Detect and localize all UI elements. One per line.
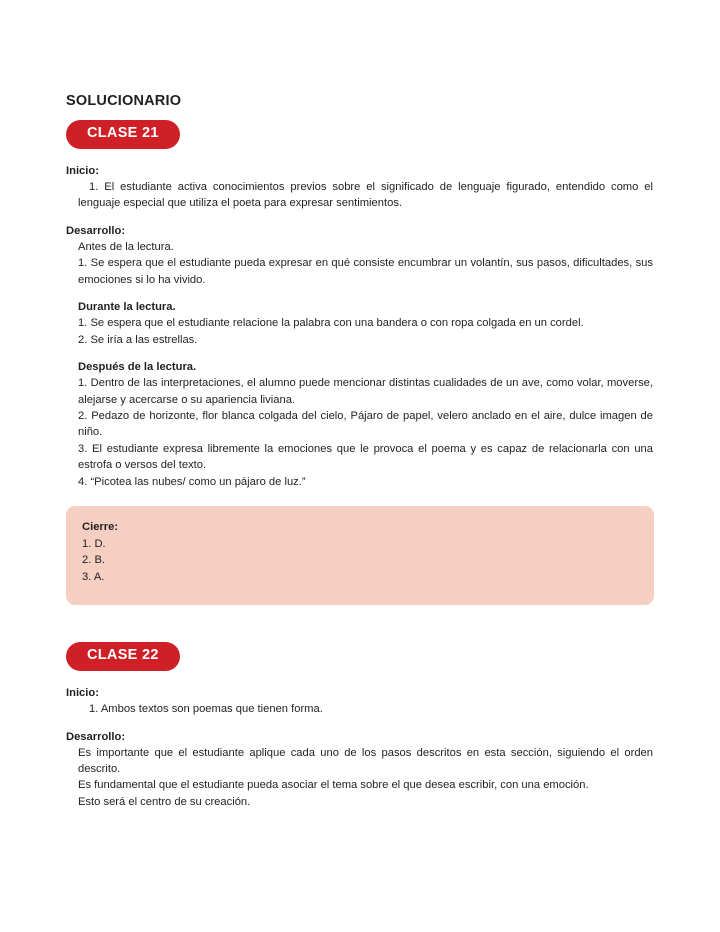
list-item: 1. El estudiante activa conocimientos previos sobre el significado de lenguaje figurado, entendido como el lenguaje especial que utiliza el poeta para expresar sentimientos.	[78, 181, 653, 210]
class21-inicio-section	[66, 163, 653, 212]
class-badge-22[interactable]: CLASE 22	[66, 642, 180, 671]
cierre-answer-box	[66, 506, 654, 605]
desarrollo-label-21: Desarrollo:	[66, 224, 126, 237]
list-item: 1. Se espera que el estudiante relacione la palabra con una bandera o con ropa colgada en un cordel.	[78, 317, 584, 330]
class22-desarrollo-items	[66, 745, 653, 810]
list-item: Esto será el centro de su creación.	[78, 795, 251, 808]
list-item: Es importante que el estudiante aplique cada uno de los pasos descritos en esta sección, siguiendo el orden descrito.	[78, 746, 653, 776]
spacer	[66, 212, 653, 223]
durante-la-lectura-group	[66, 299, 653, 348]
list-item: 4. “Picotea las nubes/ como un pájaro de luz.”	[78, 475, 306, 488]
spacer	[66, 718, 653, 729]
list-item: Es fundamental que el estudiante pueda asociar el tema sobre el que desea escribir, con una emoción.	[78, 779, 589, 792]
class22-inicio-items	[66, 701, 653, 717]
sub-heading-antes: Antes de la lectura.	[78, 241, 174, 254]
spacer	[66, 605, 653, 642]
spacer	[66, 348, 653, 359]
despues-de-la-lectura-group	[66, 359, 653, 490]
list-item: 2. B.	[82, 554, 106, 567]
class21-desarrollo-section	[66, 223, 653, 490]
class-21-badge-row	[66, 120, 653, 149]
list-item: 2. Pedazo de horizonte, flor blanca colgada del cielo, Pájaro de papel, velero anclado en el aire, dulce imagen de niño.	[78, 410, 653, 439]
list-item: 3. El estudiante expresa libremente la emociones que le provoca el poema y es capaz de relacionarla con una estrofa o versos del texto.	[78, 442, 653, 472]
class-22-badge-row	[66, 642, 653, 671]
list-item: 1. Dentro de las interpretaciones, el alumno puede mencionar distintas cualidades de un ave, como volar, moverse, alejarse y acercarse o su apariencia liviana.	[78, 377, 653, 406]
class22-inicio-section	[66, 685, 653, 718]
list-item: 1. Ambos textos son poemas que tienen forma.	[89, 703, 323, 716]
list-item: 1. Se espera que el estudiante pueda expresar en qué consiste encumbrar un volantín, sus pasos, dificultades, sus emociones si lo ha vivido.	[78, 257, 653, 286]
sub-heading-durante: Durante la lectura.	[78, 301, 176, 314]
antes-de-la-lectura-group	[66, 239, 653, 288]
inicio-label-21: Inicio:	[66, 164, 99, 177]
list-item: 3. A.	[82, 571, 105, 584]
class21-inicio-items	[66, 179, 653, 212]
desarrollo-label-22: Desarrollo:	[66, 730, 126, 743]
list-item: 1. D.	[82, 537, 106, 550]
class22-desarrollo-section	[66, 729, 653, 811]
sub-heading-despues: Después de la lectura.	[78, 361, 197, 374]
spacer	[66, 288, 653, 299]
page-title: SOLUCIONARIO	[66, 93, 182, 109]
inicio-label-22: Inicio:	[66, 686, 99, 699]
cierre-label: Cierre:	[82, 520, 119, 533]
list-item: 2. Se iría a las estrellas.	[78, 333, 198, 346]
class-badge-21[interactable]: CLASE 21	[66, 120, 180, 149]
